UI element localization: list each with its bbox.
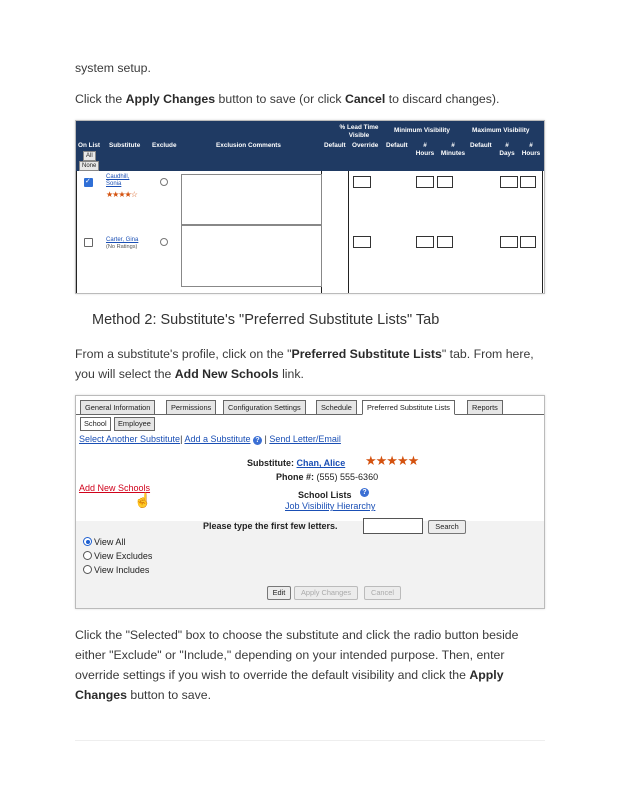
exclude-radio[interactable] <box>160 238 168 246</box>
header-max-days <box>496 142 518 158</box>
header-text: # <box>423 142 427 149</box>
bold-cancel: Cancel <box>344 92 386 106</box>
rating-stars: ★★★★☆ <box>106 190 137 199</box>
hand-cursor-icon: ☝ <box>134 492 152 508</box>
radio-view-includes[interactable] <box>83 565 149 575</box>
phone-value: (555) 555-6360 <box>316 472 379 482</box>
tab-general-information[interactable]: General Information <box>80 400 155 415</box>
header-text: # <box>529 142 533 149</box>
header-exclude: Exclude <box>152 142 177 149</box>
search-input[interactable] <box>363 518 423 534</box>
school-lists-label: School Lists <box>298 490 352 500</box>
paragraph-text: " tab. From here, you will select the <box>75 347 534 381</box>
divider <box>75 740 545 741</box>
help-icon[interactable]: ? <box>253 436 262 445</box>
edit-button[interactable]: Edit <box>267 586 291 600</box>
radio-label: View Includes <box>94 565 150 575</box>
header-lead-time <box>334 124 384 140</box>
max-hours-input[interactable] <box>520 176 536 188</box>
header-min-minutes <box>438 142 468 158</box>
header-min-default: Default <box>386 142 408 149</box>
substitute-name-line: Sonia <box>106 181 122 187</box>
section-heading: Method 2: Substitute's "Preferred Substitute Lists" Tab <box>92 312 440 328</box>
bold-add-new-schools: Add New Schools <box>174 367 279 381</box>
bold-apply-changes: Apply Changes <box>125 92 216 106</box>
paragraph-system-setup <box>75 58 545 78</box>
add-new-schools-link[interactable]: Add New Schools <box>79 483 151 493</box>
exclusion-comment-textarea[interactable] <box>181 225 322 287</box>
job-visibility-hierarchy-link[interactable]: Job Visibility Hierarchy <box>285 501 376 511</box>
select-another-substitute-link[interactable]: Select Another Substitute <box>79 434 181 444</box>
header-text: Minutes <box>440 150 466 157</box>
paragraph-text: button to save. <box>126 688 212 702</box>
paragraph-text: button to save (or click <box>215 92 345 106</box>
header-on-list: On List <box>78 142 101 149</box>
column-divider <box>348 171 349 293</box>
header-exclusion-comments: Exclusion Comments <box>216 142 281 149</box>
send-letter-link[interactable]: Send Letter/Email <box>269 434 341 444</box>
action-links <box>79 434 341 445</box>
phone-row <box>276 472 378 482</box>
header-lt-override: Override <box>352 142 379 149</box>
tab-configuration-settings[interactable]: Configuration Settings <box>223 400 306 415</box>
no-ratings-label: (No Ratings) <box>106 244 138 250</box>
header-text: # <box>451 142 455 149</box>
min-minutes-input[interactable] <box>437 236 453 248</box>
paragraph-text: to discard changes). <box>385 92 500 106</box>
select-all-button[interactable]: All <box>83 151 96 161</box>
header-min-hours <box>414 142 436 158</box>
paragraph-preferred-lists <box>75 344 545 384</box>
header-max-hours <box>520 142 542 158</box>
on-list-checkbox[interactable] <box>84 238 93 247</box>
select-none-button[interactable]: None <box>79 161 99 171</box>
bold-apply-changes: Apply Changes <box>75 668 504 702</box>
radio-label: View All <box>94 537 126 547</box>
header-text: Hours <box>415 150 435 157</box>
substitute-link[interactable] <box>106 174 129 188</box>
radio-view-all[interactable] <box>83 537 125 547</box>
phone-label: Phone #: <box>276 472 315 482</box>
min-hours-input[interactable] <box>416 176 434 188</box>
tab-schedule[interactable]: Schedule <box>316 400 357 415</box>
bold-preferred-lists: Preferred Substitute Lists <box>291 347 442 361</box>
tab-reports[interactable]: Reports <box>467 400 503 415</box>
substitute-label: Substitute: <box>247 458 294 468</box>
max-days-input[interactable] <box>500 236 518 248</box>
min-hours-input[interactable] <box>416 236 434 248</box>
table-header <box>76 121 544 171</box>
paragraph-text: system setup. <box>75 61 151 75</box>
apply-changes-button[interactable]: Apply Changes <box>294 586 358 600</box>
rating-stars: ★★★★★ <box>365 453 419 468</box>
header-max-visibility: Maximum Visibility <box>472 127 530 134</box>
exclude-radio[interactable] <box>160 178 168 186</box>
substitute-name-link[interactable]: Chan, Alice <box>296 458 346 468</box>
column-divider <box>76 171 77 293</box>
link-separator: | <box>264 434 267 444</box>
substitute-row <box>247 458 345 468</box>
header-max-default: Default <box>470 142 492 149</box>
radio-icon[interactable] <box>83 565 92 574</box>
paragraph-apply-changes <box>75 89 545 109</box>
header-lt-default: Default <box>324 142 346 149</box>
paragraph-instructions <box>75 625 545 705</box>
lead-time-override-input[interactable] <box>353 236 371 248</box>
add-substitute-link[interactable]: Add a Substitute <box>184 434 251 444</box>
link-separator: | <box>180 434 183 444</box>
help-icon[interactable]: ? <box>360 488 369 497</box>
max-days-input[interactable] <box>500 176 518 188</box>
radio-icon[interactable] <box>83 551 92 560</box>
exclusion-comment-textarea[interactable] <box>181 174 322 225</box>
search-button[interactable]: Search <box>428 520 466 534</box>
min-minutes-input[interactable] <box>437 176 453 188</box>
max-hours-input[interactable] <box>520 236 536 248</box>
paragraph-text: link. <box>278 367 304 381</box>
screenshot-preferred-lists <box>75 395 545 609</box>
lead-time-override-input[interactable] <box>353 176 371 188</box>
search-prompt: Please type the first few letters. <box>203 521 338 531</box>
radio-view-excludes[interactable] <box>83 551 152 561</box>
column-divider <box>542 171 543 293</box>
substitute-link[interactable]: Carter, Gina <box>106 237 139 243</box>
subtab-school[interactable]: School <box>80 417 111 431</box>
tab-preferred-substitute-lists[interactable]: Preferred Substitute Lists <box>362 400 455 415</box>
header-substitute: Substitute <box>109 142 141 149</box>
radio-selected-icon[interactable] <box>83 537 92 546</box>
header-text: % Lead Time <box>339 124 379 131</box>
header-min-visibility: Minimum Visibility <box>394 127 450 134</box>
header-text: Visible <box>348 132 370 139</box>
on-list-checkbox[interactable] <box>84 178 93 187</box>
paragraph-text: From a substitute's profile, click on the " <box>75 347 292 361</box>
substitute-name-line: Caudhill, <box>106 174 130 180</box>
subtab-employee[interactable]: Employee <box>114 417 155 431</box>
header-text: # <box>505 142 509 149</box>
header-text: Days <box>499 150 515 157</box>
radio-label: View Excludes <box>94 551 153 561</box>
paragraph-text: Click the <box>75 92 126 106</box>
screenshot-substitute-table <box>75 120 545 294</box>
tab-permissions[interactable]: Permissions <box>166 400 216 415</box>
paragraph-text: Click the "Selected" box to choose the substitute and click the radio button beside either "Exclude" or "Include," depending on your intended purpose. Then, enter override settings if you wish to override the default visibility and click the <box>75 628 519 682</box>
header-text: Hours <box>521 150 541 157</box>
cancel-button[interactable]: Cancel <box>364 586 401 600</box>
